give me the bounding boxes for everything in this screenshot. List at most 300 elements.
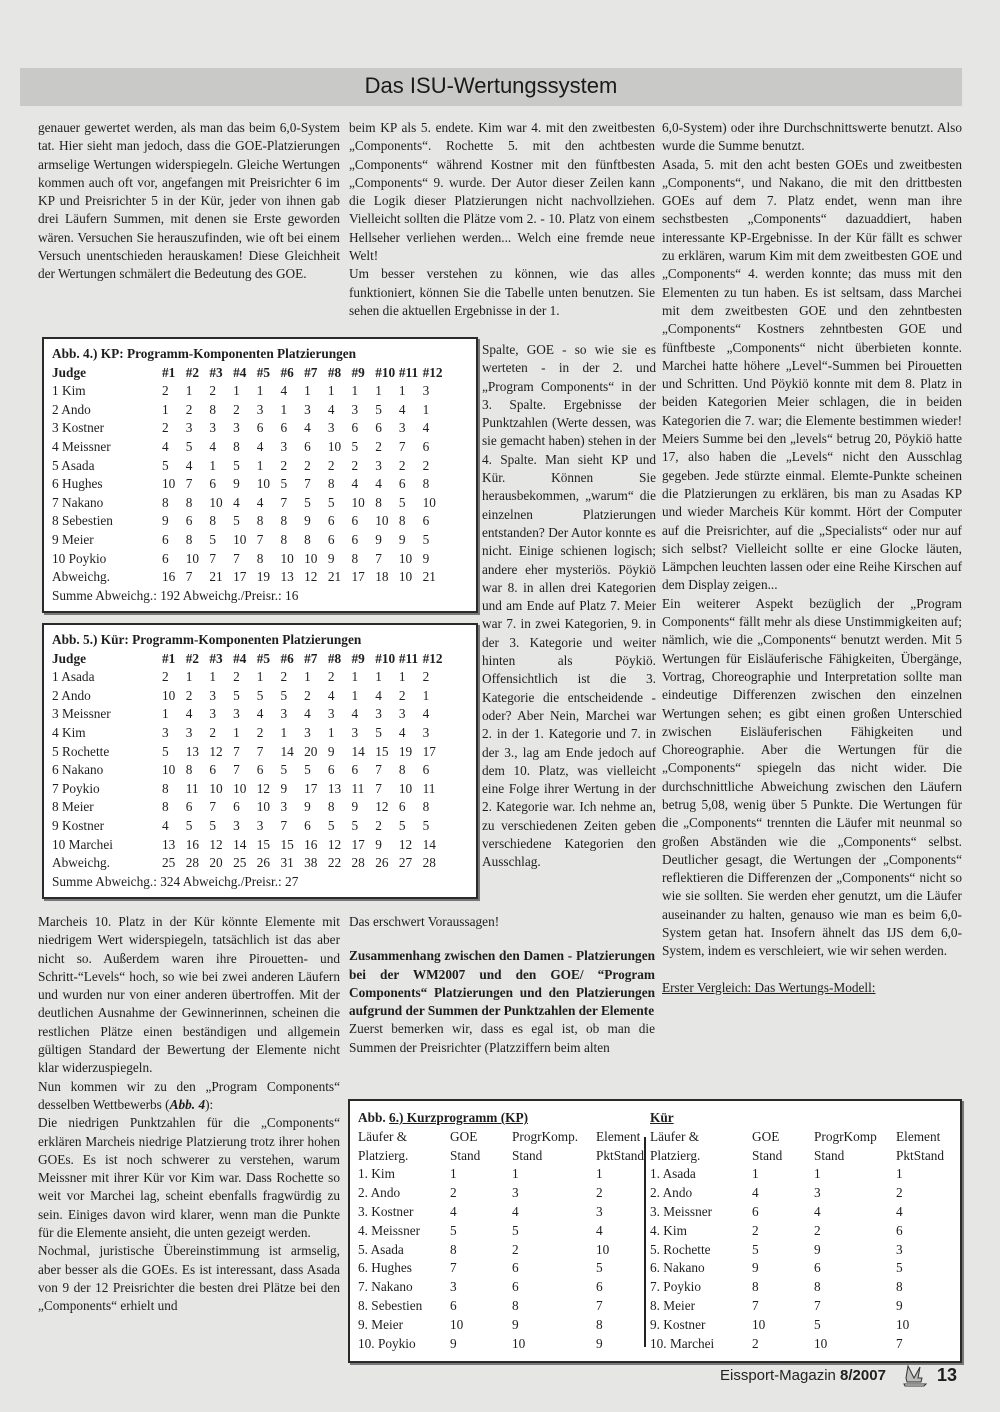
table-cell: 8 [280,513,288,529]
column-3 [662,119,962,997]
table-row [358,1147,656,1166]
table-cell: 13 [327,780,342,796]
table-cell: 5 [327,817,335,833]
table-cell: #10 [375,650,396,666]
table-cell: 10 [256,476,271,492]
table-cell: 1 [814,1166,821,1182]
table-row [650,1316,960,1335]
table-cell: 7 [209,550,217,566]
table-cell: 5 [280,476,288,492]
table-cell: 10 [752,1316,766,1332]
table-row [52,457,446,476]
paragraph: Um besser verstehen zu können, wie das alles funktioniert, können Sie die Tabelle unten benutzen. Sie sehen die aktuellen Ergebnisse in der 1. [349,266,655,318]
table-cell: 8 [752,1279,759,1295]
table-cell: 6 [398,476,406,492]
table-cell: 8 [375,494,382,510]
table-cell: 8 [398,762,406,778]
table-cell: 11 [351,780,365,796]
table-cell: 9 [304,799,311,815]
table-cell: 7 [752,1297,759,1313]
table-cell: 10 [304,550,318,566]
table-cell: 10 [450,1316,464,1332]
table-cell: Judge [52,650,86,666]
table-cell: 8 [351,550,359,566]
table-row [52,724,446,743]
table-cell: 4 [814,1203,821,1219]
table-cell: 5 [233,687,240,703]
table-cell: 2 [280,457,288,473]
table-row [650,1297,960,1316]
table-cell: 1 [162,401,169,417]
table-cell: ProgrKomp [814,1128,877,1144]
table-cell: #2 [185,364,199,380]
paragraph: Asada, 5. mit den acht besten GOEs und zweitbesten „Components“, und Nakano, die mit den drittbesten GOEs auf dem 7. Platz endet, wenn man ihre sechstbesten „Components“ dazuaddiert, haben interessante KP-Ergebnisse. In der Kür fällt es schwer zu erklären, warum Kim mit dem zweitbesten GOE und „Components“ 4. werden konnte; das muss mit den Elementen zu tun haben. Es ist seltsam, dass Marchei mit dem zweitbesten GOE und den zehntbesten „Components“ Kostners zehntbesten GOE und fünftbeste „Components“ nicht überbieten konnte. Marchei hatte höhere „Level“-Summen bei Pirouetten und Schritten. Und Pöykiö konnte mit dem 8. Platz in beiden Kategorien Meier schlagen, die in beiden Kategorien die 7. war; die Elemente bestimmen wieder! Meiers Summe bei den „levels“ betrug 20, Pöykiö hatte 17, also haben die „Levels“ nicht den Ausschlag gegeben. Jede stürzte einmal. Elemte-Punkte scheinen die Platzierungen zu erklären, bis man zu Asadas KP und wieder Marcheis Kür kommt. Hört der Computer auf die Preisrichter, auf die „Specialists“ oder nur auf sich selbst? Vielleicht sollte er eine Glocke läuten, Lämpchen leuchten lassen oder eine Reihe Kirschen auf dem Display zeigen... [662,156,962,593]
abb5-title: Abb. 5.) Kür: Programm-Komponenten Platzierungen [52,632,362,647]
table-cell: 6 [896,1222,903,1238]
table-cell: 1 [185,669,193,685]
table-cell: 13 [185,743,199,759]
table-cell: 4 [256,494,264,510]
table-cell: 7 [896,1335,903,1351]
table-cell: 17 [304,780,318,796]
table-cell: #1 [162,650,176,666]
abb6-kuer-table [650,1109,960,1353]
section-heading: Zusammenhang zwischen den Damen - Platzierungen bei der WM2007 und den GOE/ “Program Components“ Platzierungen und den Platzierungen aufgrund der Summen der Punktzahlen der Elemente [349,948,655,1019]
table-cell: 6 [185,799,193,815]
table-row [52,687,446,706]
table-cell: 17 [422,743,436,759]
table-cell: 2 [752,1222,759,1238]
table-cell: 8 [280,531,288,547]
table-cell: 4 [256,438,264,454]
table-cell: 1 [280,724,288,740]
abb5-table [52,631,446,891]
table-cell: PktStand [596,1147,645,1163]
table-cell: Stand [814,1147,845,1163]
table-cell: 14 [280,743,294,759]
table-cell: 7 [280,494,288,510]
table-cell: 8 [256,550,264,566]
table-cell: Platzierg. [358,1147,409,1163]
table-cell: 3 [162,724,169,740]
abb4-table [52,345,446,605]
table-cell: 2 [450,1185,457,1201]
table-cell: 9 [752,1260,759,1276]
page-number: 13 [937,1365,958,1385]
table-cell: 12 [209,743,223,759]
table-cell: 1 [596,1166,603,1182]
table-cell: 5 [280,687,288,703]
table-cell: 8 [398,513,406,529]
table-row [358,1241,656,1260]
table-cell: 4 [398,401,406,417]
table-cell: 3 [304,401,311,417]
table-cell: 14 [233,836,247,852]
table-cell: 8 [327,476,335,492]
table-cell: 10 Poykio [52,550,107,566]
table-cell: 4 [209,438,217,454]
table-cell: 9 [596,1335,603,1351]
table-cell: 7 [375,550,382,566]
table-cell: #1 [162,364,176,380]
table-cell: 8 [209,513,217,529]
table-cell: 1 [398,383,406,399]
table-cell: 7 [185,569,193,585]
table-cell: 4 [162,438,169,454]
table-cell: 2. Ando [650,1185,693,1201]
table-cell: 8 [162,799,169,815]
skate-logo-icon [902,1364,928,1388]
table-cell: 4 [375,476,382,492]
table-cell: 7 [375,762,382,778]
table-cell: 7. Nakano [358,1279,413,1295]
column-2-narrow [482,341,656,872]
table-cell: 7 [185,476,193,492]
table-cell: 5 [351,438,359,454]
table-cell: 12 [209,836,223,852]
table-cell: 7 [375,780,382,796]
table-abb6 [348,1099,962,1363]
table-cell: 2 [209,724,217,740]
table-cell: 4. Meissner [358,1222,421,1238]
table-cell: 6 [351,762,359,778]
paragraph: Spalte, GOE - so wie sie es werteten - in der 2. und „Program Components“ in der 3. Spalte. Ergebnisse der Punktzahlen (Werte dessen, was sie gemacht haben) stehen in der 4. Spalte. Man sieht KP und Kür. Können Sie herausbekommen, „warum“ die einzelnen Platzierungen entstanden? Der Autor konnte es nicht. Einige schienen logisch; andere eher mysteriös. Pöykiö war 8. in allen drei Kategorien und am Ende auf Platz 7. Meier war 7. in zwei Kategorien, 9. in der 3. Kategorie und weiter hinten als Pöykiö. Offensichtlich ist die 3. Kategorie die entscheidende - oder? Aber Nein, Marchei war 2. in der 1. Kategorie und 7. in der 3., lag am Ende jedoch auf dem 10. Platz, was vielleicht eine Folge ihrer Wertung in der 2. Kategorie war. Ich nehme an, zu verschiedenen Zeiten geben verschiedene Kategorien den Ausschlag. [482,342,656,870]
table-cell: 4 [422,706,430,722]
table-cell: 1. Asada [650,1166,696,1182]
table-row [358,1203,656,1222]
table-cell: 3 [375,706,382,722]
table-row [358,1128,656,1147]
table-cell: 10 [209,494,223,510]
table-cell: 3 [422,724,430,740]
table-cell: #9 [351,364,365,380]
table-cell: 4 [422,420,430,436]
table-cell: 1 Kim [52,383,86,399]
table-cell: 8 [327,799,335,815]
table-cell: #6 [280,364,294,380]
table-cell: 6 [209,476,217,492]
table-row [52,836,446,855]
table-cell: 9 [814,1241,821,1257]
table-abb4 [42,337,478,613]
table-cell: 3 [896,1241,903,1257]
table-cell: 2 [209,383,217,399]
table-cell: 6 Hughes [52,476,103,492]
paragraph: genauer gewertet werden, als man das beim 6,0-System tat. Hier sieht man jedoch, dass die GOE-Platzierungen armselige Wertungen widerspiegeln. Gleiche Wertungen kommen auch oft vor, angefangen mit Preisrichter 6 im KP und Preisrichter 5 in der Kür, jeder von ihnen gab drei Läufern Summen, mit denen sie Erste geworden wären. Versuchen Sie herauszufinden, wie oft bei einem Versuch unentschieden herauskamen! Diese Gleichheit der Wertungen schmälert die Bedeutung des GOE. [38,120,340,282]
table-cell: 8 [596,1316,603,1332]
paragraph: Marcheis 10. Platz in der Kür könnte Elemente mit niedrigem Wert widerspiegeln, tatsächlich ist das aber nicht so. Außerdem waren ihre Pirouetten- und Schritt-“Levels“ hoch, so wie bei zwei anderen Läufern und wurden nur von einer anderen übertroffen. Mit der deutlichen Ausnahme der Gewinnerinnen, scheinen die restlichen Plätze einen beständigen und allgemein gültigen Standard der Bewertung der Elemente nicht klar widerzuspiegeln. [38,914,340,1076]
table-cell: 6 [327,513,335,529]
table-cell: 1 [280,401,288,417]
table-cell: 9 [327,743,335,759]
table-cell: 6 [814,1260,821,1276]
table-row [358,1278,656,1297]
abb4-title: Abb. 4.) KP: Programm-Komponenten Platzierungen [52,346,357,361]
table-row [52,512,446,531]
table-cell: 25 [233,855,247,871]
table-cell: 4 [450,1203,457,1219]
table-cell: 5 [450,1222,457,1238]
table-cell: 8 [512,1297,519,1313]
table-cell: 3. Kostner [358,1203,414,1219]
table-cell: 7. Poykio [650,1279,701,1295]
table-cell: #3 [209,364,223,380]
table-cell: 6 [162,531,169,547]
table-cell: 6 [304,438,311,454]
table-cell: #5 [256,364,271,380]
table-cell: 6 [209,762,217,778]
table-row [358,1259,656,1278]
table-cell: 3 Kostner [52,420,105,436]
table-cell: #11 [398,364,419,380]
table-cell: 5 [280,762,288,778]
paragraph: Nun kommen wir zu den „Program Components“ desselben Wettbewerbs (Abb. 4): [38,1078,340,1112]
table-cell: 4 [351,706,359,722]
table-cell: 6. Hughes [358,1260,412,1276]
table-row [52,761,446,780]
table-row [52,494,446,513]
table-row [52,668,446,687]
table-cell: GOE [752,1128,780,1144]
table-cell: #7 [304,364,318,380]
table-cell: 5 Asada [52,457,95,473]
table-cell: #3 [209,650,223,666]
table-row [358,1335,656,1354]
table-cell: 3 [398,420,406,436]
table-cell: 4 [185,457,193,473]
table-cell: Stand [512,1147,543,1163]
subheading: Erster Vergleich: Das Wertungs-Modell: [662,979,876,995]
table-cell: 9. Meier [358,1316,404,1332]
table-cell: 4 [304,706,311,722]
table-cell: 8 [185,762,193,778]
table-cell: 10 [256,799,271,815]
table-row [650,1165,960,1184]
table-cell: 10 [512,1335,526,1351]
paragraph: 6,0-System) oder ihre Durchschnittswerte benutzt. Also wurde die Summe benutzt. [662,120,962,154]
paragraph: Das erschwert Voraussagen! [349,914,500,929]
table-cell: 8. Meier [650,1297,696,1313]
table-cell: #9 [351,650,365,666]
table-cell: 2 [398,687,406,703]
table-cell: 4 Kim [52,724,86,740]
table-cell: 8 Meier [52,799,94,815]
table-cell: 13 [280,569,294,585]
table-cell: #2 [185,650,199,666]
table-row [650,1241,960,1260]
header-band [20,68,962,106]
table-cell: 2 [327,669,335,685]
table-cell: 10. Poykio [358,1335,416,1351]
table-cell: 8 [422,799,430,815]
table-row [358,1297,656,1316]
table-cell: 1 [233,724,240,740]
table-cell: 1 [256,457,264,473]
table-cell: 16 [304,836,318,852]
column-1-top [38,119,340,284]
table-cell: 6 [351,420,359,436]
table-cell: 3 [304,724,311,740]
table-row [650,1184,960,1203]
table-cell: #7 [304,650,318,666]
paragraph: Zuerst bemerken wir, dass es egal ist, ob man die Summen der Preisrichter (Platzziffern beim alten [349,1021,655,1055]
table-cell: 28 [422,855,436,871]
table-cell: 5 [209,531,217,547]
table-cell: 5 [814,1316,821,1332]
table-cell: 19 [256,569,271,585]
table-cell: 17 [351,569,365,585]
table-cell: 4 [375,687,382,703]
table-cell: 13 [162,836,176,852]
table-cell: 5 [398,494,406,510]
table-cell: #8 [327,364,342,380]
table-cell: 1 [209,669,217,685]
table-cell: 4 [351,476,359,492]
table-row [52,531,446,550]
table-row [52,798,446,817]
table-cell: 6 [596,1279,603,1295]
table-cell: 3 [375,457,382,473]
table-cell: 4 [233,494,240,510]
table-cell: 3 Meissner [52,706,111,722]
table-row [52,550,446,569]
table-cell: 11 [422,780,436,796]
table-cell: 6 [351,531,359,547]
table-cell: 5 [185,438,193,454]
table-cell: 5 [209,817,217,833]
table-cell: Platzierg. [650,1147,701,1163]
table-cell: #10 [375,364,396,380]
table-cell: 7 Poykio [52,780,100,796]
table-cell: #12 [422,364,443,380]
table-cell: 4 [896,1203,903,1219]
table-cell: 10 [351,494,365,510]
table-cell: 17 [233,569,247,585]
footer: Eissport-Magazin 8/2007 [720,1367,886,1384]
table-cell: 4 [752,1185,759,1201]
table-cell: 7 [398,438,406,454]
table-cell: 5 [422,531,430,547]
abb6-title: Abb. 6.) Kurzprogramm (KP) [358,1110,529,1125]
abb6-kp-table [358,1109,656,1353]
table-cell: 9 Meier [52,531,94,547]
table-cell: 6 [351,513,359,529]
table-cell: #4 [233,650,247,666]
table-cell: 6 [422,438,430,454]
table-cell: 12 [375,799,389,815]
table-cell: 1 [209,457,217,473]
table-row [52,568,446,587]
table-cell: 7 Nakano [52,494,104,510]
table-cell: 1 [256,383,264,399]
table-cell: 5 [304,762,311,778]
table-cell: 25 [162,855,176,871]
table-cell: 8 [162,494,169,510]
table-cell: 5 [752,1241,759,1257]
table-cell: 3 [256,817,264,833]
table-cell: Abweichg. [52,855,110,871]
table-cell: 9 [422,550,430,566]
table-cell: 8 [450,1241,457,1257]
table-cell: 6 [752,1203,759,1219]
table-cell: 5 [512,1222,519,1238]
table-cell: 6 [280,420,288,436]
table-cell: 8 [162,780,169,796]
table-cell: 6 [327,531,335,547]
table-row [52,401,446,420]
table-cell: 3 [327,706,335,722]
table-row [52,438,446,457]
table-cell: 6 [256,420,264,436]
table-cell: 5 [896,1260,903,1276]
table-cell: 1 [256,669,264,685]
table-cell: 3 [814,1185,821,1201]
table-cell: 3 [209,687,217,703]
table-cell: 7 [596,1297,603,1313]
table-cell: #4 [233,364,247,380]
table-cell: 3 [398,706,406,722]
table-cell: 3 [327,420,335,436]
table-cell: 6 [256,762,264,778]
paragraph: Ein weiterer Aspekt bezüglich der „Program Components“ fällt mehr als diese Unstimmigkeiten auf; nämlich, wie die „Components“ benutzt werden. Mit 5 Wertungen für Eisläuferische Fähigkeiten, Übergänge, Vortrag, Choreographie und Interpretation sollte man eindeutige Differenzen zwischen den einzelnen Wertungen sehen; es gibt einen großen Unterschied zwischen Eisläuferischen Fähigkeiten und Choreographie. Aber die Wertungen für die „Components“ spiegeln das nicht wider. Die durchschnittliche Abweichung zwischen den Läufern betrug 5,08, wenig über 5 Punkte. Die Wertungen für die „Components“ trennten die Läufer mit neunmal so großen Abständen wie die „Components“ selbst. Deutlicher gesagt, die Wertungen der „Components“ reflektieren die Differenzen der „Components“ nicht so wie sie sollten. Sie werden eher genutzt, um die Läufer auseinander zu halten, genauso wie man es beim 6,0-System getan hat. Insofern ähnelt das IJS dem 6,0-System, indem es verschleiert, wie wir sehen werden. [662,595,962,959]
column-1-bottom [38,913,340,1316]
table-cell: 1 [351,669,359,685]
table-row [650,1278,960,1297]
table-cell: 2 [896,1185,903,1201]
table-cell: 5 [375,401,382,417]
table-row [52,743,446,762]
table-cell: 5 [185,817,193,833]
table-cell: PktStand [896,1147,945,1163]
column-2-bottom [349,913,655,1057]
table-cell: 10 [233,780,247,796]
table-cell: 4 [596,1222,603,1238]
table-cell: 1 [375,669,382,685]
table-cell: 5 [233,457,240,473]
table-cell: 9 [280,780,288,796]
table-cell: 6 [304,817,311,833]
table-cell: 4 [398,724,406,740]
table-cell: 21 [327,569,342,585]
table-cell: #5 [256,650,271,666]
table-cell: 27 [398,855,413,871]
table-cell: 8 [185,494,193,510]
table-cell: #12 [422,650,443,666]
table-cell: 7 [450,1260,457,1276]
table-cell: 4 Meissner [52,438,111,454]
table-cell: #8 [327,650,342,666]
table-cell: 9 [398,531,406,547]
table-cell: 3 [596,1203,603,1219]
table-cell: 4. Kim [650,1222,687,1238]
table-cell: 2 [256,724,264,740]
table-cell: 5. Rochette [650,1241,711,1257]
column-2-top [349,119,655,320]
table-cell: 5 [304,494,311,510]
table-cell: 7 [256,531,264,547]
table-cell: 10 [398,569,413,585]
table-row [650,1335,960,1354]
table-cell: 5 [233,513,240,529]
table-cell: 14 [422,836,436,852]
table-cell: 5 [327,494,335,510]
table-cell: 10 Marchei [52,836,113,852]
table-cell: 22 [327,855,342,871]
table-cell: 10 [162,687,176,703]
table-cell: 2 [422,457,430,473]
table-cell: 4 [327,687,335,703]
paragraph: Die niedrigen Punktzahlen für die „Components“ erklären Marcheis niedrige Platzierung trotz ihrer hohen GOEs. Es ist noch schwerer zu verstehen, warum Meissner mit ihrer Kür vor Kim war. Dass Rochette so weit vor Marchei lag, scheint ebenfalls fragwürdig zu sein. Einiges davon wird klarer, wenn man die Punkte für die Elemente ansieht, die unten gezeigt werden. [38,1115,340,1241]
